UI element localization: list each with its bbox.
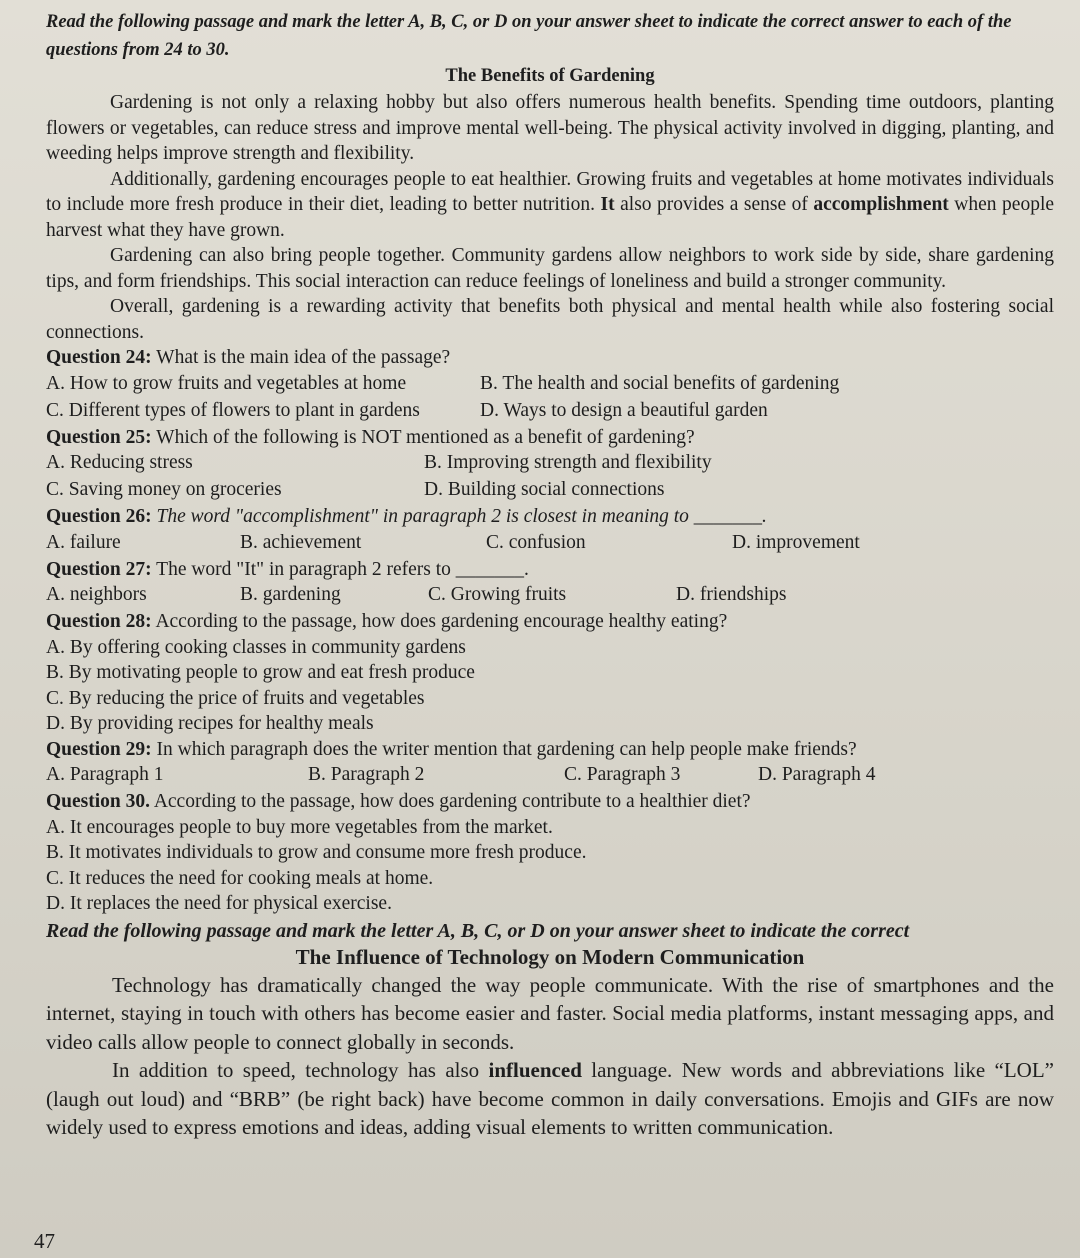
- question-27-text: The word "It" in paragraph 2 refers to _______.: [151, 558, 529, 580]
- question-26-options: [46, 530, 1054, 557]
- p2-rest: also provides a sense of: [614, 194, 814, 215]
- question-27: [46, 557, 1054, 583]
- question-29-options: [46, 762, 1054, 789]
- p2b-a: In addition to speed, technology has also: [112, 1058, 489, 1082]
- question-25: [46, 425, 1054, 451]
- question-25-label: Question 25:: [46, 426, 152, 448]
- question-27-option-a[interactable]: A. neighbors: [46, 584, 147, 605]
- passage-2-paragraph-2: [46, 1056, 1054, 1142]
- question-30-label: Question 30.: [46, 791, 151, 812]
- p2b-b: language. New words and abbreviations like “LOL” (laugh out loud) and “BRB” (be right back) have become common in daily conversations. Emojis and GIFs are now widely used to express emotions and ideas, adding visual elements to written communication.: [46, 1058, 1054, 1139]
- question-30: [46, 789, 1054, 815]
- question-28-text: According to the passage, how does gardening encourage healthy eating?: [151, 611, 728, 632]
- question-29-option-a[interactable]: A. Paragraph 1: [46, 764, 164, 785]
- question-28: [46, 609, 1054, 635]
- question-29-option-b[interactable]: B. Paragraph 2: [308, 764, 425, 785]
- question-27-option-d[interactable]: D. friendships: [676, 584, 787, 605]
- question-29-option-d[interactable]: D. Paragraph 4: [758, 764, 876, 785]
- question-28-option-d[interactable]: D. By providing recipes for healthy meals: [46, 713, 374, 734]
- question-28-option-b[interactable]: B. By motivating people to grow and eat fresh produce: [46, 662, 475, 683]
- passage-1-paragraph-2: [46, 167, 1054, 244]
- question-24-option-a[interactable]: A. How to grow fruits and vegetables at home: [46, 372, 407, 394]
- question-26-option-d[interactable]: D. improvement: [732, 531, 860, 553]
- question-25-options-ab: [46, 450, 1054, 477]
- question-26-option-a[interactable]: A. failure: [46, 531, 121, 553]
- question-28-label: Question 28:: [46, 611, 152, 632]
- question-30-option-a[interactable]: A. It encourages people to buy more vegetables from the market.: [46, 816, 553, 838]
- question-30-option-b[interactable]: B. It motivates individuals to grow and consume more fresh produce.: [46, 842, 587, 863]
- question-28-option-c[interactable]: C. By reducing the price of fruits and vegetables: [46, 687, 425, 709]
- question-24-option-b[interactable]: B. The health and social benefits of gardening: [480, 372, 840, 394]
- question-26-label: Question 26:: [46, 506, 152, 527]
- passage-2-title: The Influence of Technology on Modern Communication: [295, 944, 805, 969]
- question-25-option-b[interactable]: B. Improving strength and flexibility: [424, 452, 712, 473]
- question-25-option-a[interactable]: A. Reducing stress: [46, 452, 193, 473]
- question-30-option-d[interactable]: D. It replaces the need for physical exercise.: [46, 893, 392, 914]
- instruction-1: Read the following passage and mark the letter A, B, C, or D on your answer sheet to indicate the correct answer to each of the questions from 24 to 30.: [46, 12, 1012, 60]
- p2-end: when people harvest what they have grown.: [46, 194, 1055, 241]
- question-29: [46, 737, 1054, 763]
- question-25-options-cd: [46, 477, 1054, 504]
- question-27-options: [46, 582, 1054, 609]
- question-29-text: In which paragraph does the writer mention that gardening can help people make friends?: [151, 738, 857, 760]
- passage-1-title: The Benefits of Gardening: [445, 66, 655, 86]
- question-27-option-c[interactable]: C. Growing fruits: [428, 584, 567, 605]
- passage-1-paragraph-1: Gardening is not only a relaxing hobby but also offers numerous health benefits. Spending time outdoors, planting flowers or vegetables, can reduce stress and improve mental well-being. The physical activity involved in digging, planting, and weeding helps improve strength and flexibility.: [46, 92, 1054, 164]
- page-number: 47: [34, 1228, 55, 1253]
- question-29-label: Question 29:: [46, 738, 152, 760]
- question-24-options-ab: [46, 371, 1054, 398]
- question-24-text: What is the main idea of the passage?: [151, 347, 451, 368]
- question-25-text: Which of the following is NOT mentioned as a benefit of gardening?: [151, 426, 695, 448]
- question-25-option-d[interactable]: D. Building social connections: [424, 479, 665, 500]
- question-26-text: The word "accomplishment" in paragraph 2 is closest in meaning to _______.: [151, 506, 767, 527]
- p2-text: Additionally, gardening encourages people to eat healthier. Growing fruits and vegetables at home motivates individuals to include more fresh produce in their diet, leading to better nutrition.: [46, 168, 1054, 215]
- question-24: [46, 345, 1054, 371]
- question-29-option-c[interactable]: C. Paragraph 3: [564, 764, 681, 785]
- question-24-option-c[interactable]: C. Different types of flowers to plant in gardens: [46, 399, 420, 421]
- question-26-option-b[interactable]: B. achievement: [240, 531, 362, 553]
- p2-accomplishment: accomplishment: [813, 194, 949, 215]
- question-26-option-c[interactable]: C. confusion: [486, 531, 586, 553]
- question-30-option-c[interactable]: C. It reduces the need for cooking meals at home.: [46, 867, 434, 889]
- question-26: [46, 504, 1054, 530]
- passage-2-paragraph-1: Technology has dramatically changed the way people communicate. With the rise of smartphones and the internet, staying in touch with others has become easier and faster. Social media platforms, instant messaging apps, and video calls allow people to connect globally in seconds.: [46, 972, 1054, 1054]
- passage-1-paragraph-4: Overall, gardening is a rewarding activity that benefits both physical and mental health while also fostering social connections.: [46, 296, 1054, 343]
- instruction-2: Read the following passage and mark the letter A, B, C, or D on your answer sheet to indicate the correct: [46, 919, 910, 942]
- p2b-influenced: influenced: [488, 1058, 582, 1082]
- passage-2-section: [46, 917, 1054, 1142]
- question-27-label: Question 27:: [46, 558, 152, 580]
- question-28-option-a[interactable]: A. By offering cooking classes in community gardens: [46, 636, 466, 658]
- question-24-option-d[interactable]: D. Ways to design a beautiful garden: [480, 399, 768, 421]
- passage-1-paragraph-3: Gardening can also bring people together. Community gardens allow neighbors to work side by side, share gardening tips, and form friendships. This social interaction can reduce feelings of loneliness and build a stronger community.: [46, 245, 1054, 292]
- question-30-text: According to the passage, how does gardening contribute to a healthier diet?: [150, 791, 751, 812]
- question-27-option-b[interactable]: B. gardening: [240, 584, 341, 605]
- question-25-option-c[interactable]: C. Saving money on groceries: [46, 479, 282, 500]
- question-24-options-cd: [46, 398, 1054, 425]
- question-24-label: Question 24:: [46, 347, 152, 368]
- p2-it: It: [600, 194, 615, 215]
